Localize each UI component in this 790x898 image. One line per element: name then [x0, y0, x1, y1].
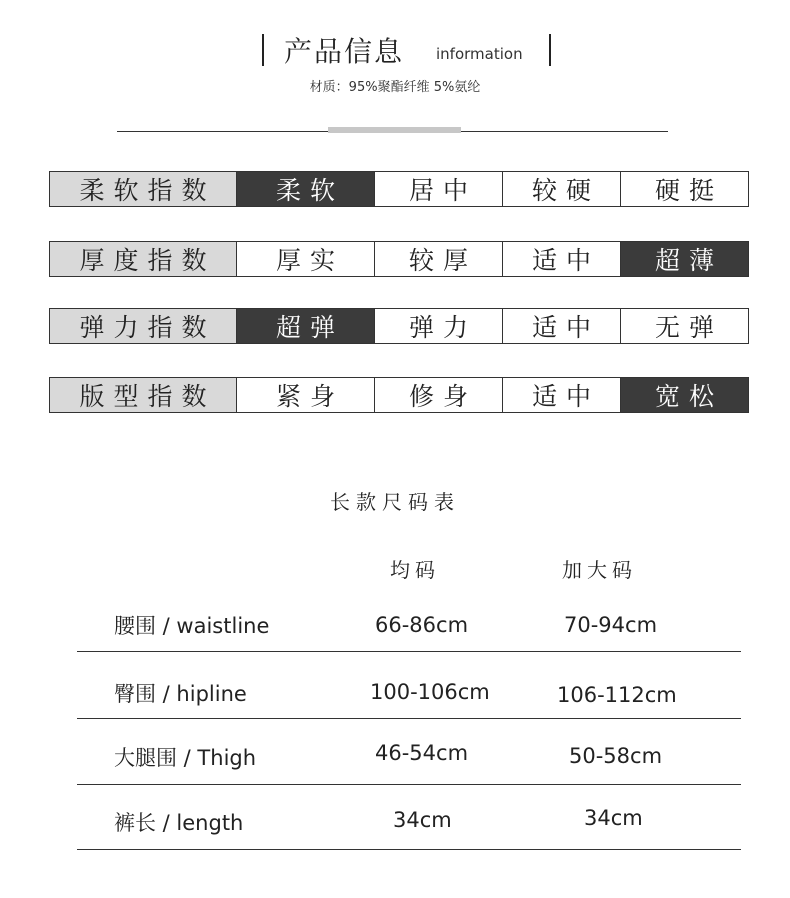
index-option-selected: 超薄	[621, 242, 748, 276]
index-label: 厚度指数	[50, 242, 237, 276]
divider-accent	[328, 127, 461, 133]
size-column-header: 加大码	[562, 558, 637, 582]
index-option-selected: 柔软	[237, 172, 375, 206]
size-row-label: 腰围 / waistline	[114, 614, 270, 638]
index-label: 柔软指数	[50, 172, 237, 206]
index-option: 修身	[375, 378, 503, 412]
index-option: 居中	[375, 172, 503, 206]
index-option: 适中	[503, 309, 621, 343]
index-row-thickness	[49, 241, 749, 277]
size-value: 34cm	[584, 806, 643, 830]
size-value: 46-54cm	[375, 741, 469, 765]
index-row-elasticity	[49, 308, 749, 344]
size-row-label: 臀围 / hipline	[114, 682, 247, 706]
index-option: 厚实	[237, 242, 375, 276]
title-bar-left	[262, 34, 264, 66]
index-option: 较厚	[375, 242, 503, 276]
size-value: 50-58cm	[569, 744, 663, 768]
page-title: 产品信息	[284, 35, 405, 68]
index-option: 紧身	[237, 378, 375, 412]
index-option: 较硬	[503, 172, 621, 206]
row-divider	[77, 718, 741, 719]
page-title-en: information	[436, 45, 523, 63]
index-option: 无弹	[654, 313, 723, 342]
size-column-header: 均码	[390, 558, 440, 582]
size-value: 100-106cm	[370, 680, 490, 704]
row-divider	[77, 849, 741, 850]
index-option: 硬挺	[654, 176, 723, 205]
index-label: 版型指数	[50, 378, 237, 412]
index-option: 适中	[503, 242, 621, 276]
title-bar-right	[549, 34, 551, 66]
row-divider	[77, 784, 741, 785]
index-row-fit	[49, 377, 749, 413]
size-value: 70-94cm	[564, 613, 658, 637]
size-value: 34cm	[393, 808, 452, 832]
size-value: 106-112cm	[557, 683, 677, 707]
size-row-label: 裤长 / length	[114, 811, 244, 835]
index-option: 弹力	[375, 309, 503, 343]
index-label: 弹力指数	[50, 309, 237, 343]
size-row-label: 大腿围 / Thigh	[114, 746, 257, 770]
material-text: 材质：95%聚酯纤维 5%氨纶	[309, 80, 481, 95]
index-option-selected: 超弹	[237, 309, 375, 343]
index-option: 适中	[503, 378, 621, 412]
size-value: 66-86cm	[375, 613, 469, 637]
row-divider	[77, 651, 741, 652]
index-option-selected: 宽松	[621, 378, 748, 412]
size-table-title: 长款尺码表	[330, 490, 460, 514]
index-row-softness	[49, 171, 749, 207]
